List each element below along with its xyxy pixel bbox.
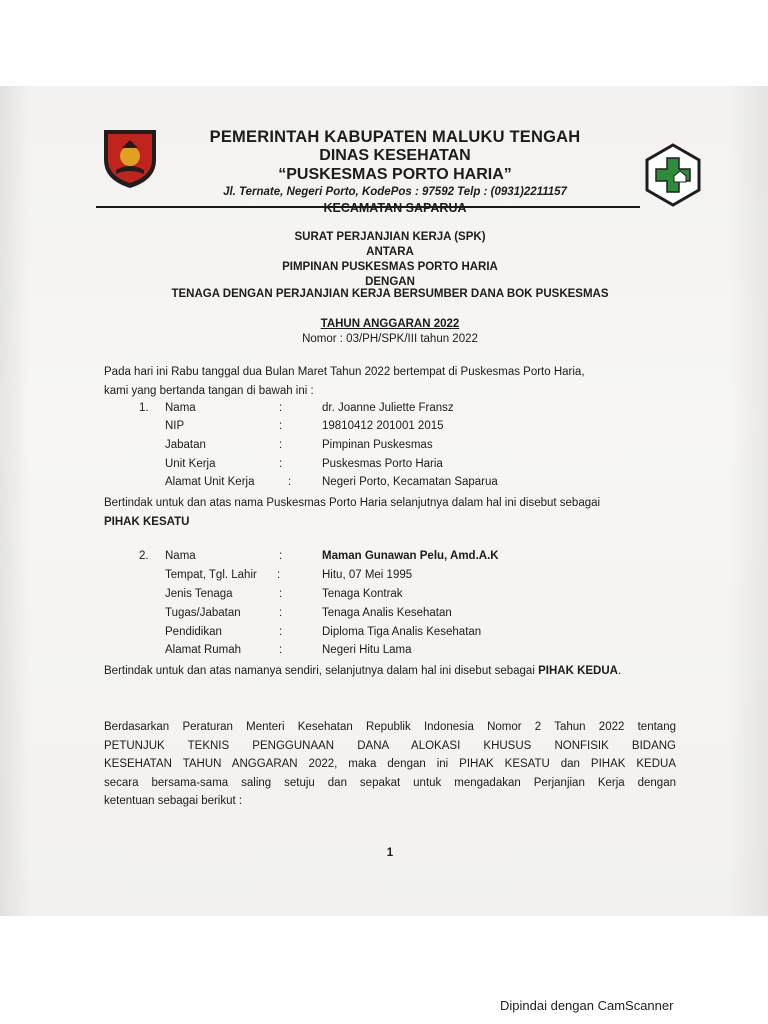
party2-number: 2. [139, 550, 149, 562]
party2-row-education [0, 626, 768, 644]
basis-line-3: KESEHATAN TAHUN ANGGARAN 2022, maka dengan ini PIHAK KESATU dan PIHAK KEDUA [104, 758, 676, 770]
field-label: Nama [165, 402, 196, 414]
title-line-4: DENGAN [365, 276, 415, 288]
party2-designation-part1: PIHAK [538, 665, 574, 677]
intro-line-1: Pada hari ini Rabu tanggal dua Bulan Maret Tahun 2022 bertempat di Puskesmas Porto Haria, [104, 366, 585, 378]
letterhead-address: Jl. Ternate, Negeri Porto, KodePos : 97592 Telp : (0931)2211157 [223, 186, 567, 198]
title-line-5: TENAGA DENGAN PERJANJIAN KERJA BERSUMBER DANA BOK PUSKESMAS [171, 288, 609, 300]
field-colon: : [279, 607, 283, 619]
party2-row-name [0, 550, 768, 568]
basis-line-5: ketentuan sebagai berikut : [104, 795, 243, 807]
field-value: Puskesmas Porto Haria [322, 458, 443, 470]
party1-designation: PIHAK KESATU [104, 515, 190, 528]
party1-number: 1. [139, 402, 149, 414]
party1-row-nip [0, 420, 768, 438]
field-label: Tempat, Tgl. Lahir [165, 569, 257, 581]
title-line-1: SURAT PERJANJIAN KERJA (SPK) [294, 231, 486, 243]
basis-line-1: Berdasarkan Peraturan Menteri Kesehatan Republik Indonesia Nomor 2 Tahun 2022 tentang [104, 721, 676, 733]
party2-closing-end: . [617, 665, 622, 677]
party2-closing-text: Bertindak untuk dan atas namanya sendiri, selanjutnya dalam hal ini disebut sebagai [104, 665, 539, 677]
health-cross-icon [640, 142, 706, 208]
scan-margin-top [0, 0, 768, 86]
field-value: 19810412 201001 2015 [322, 420, 444, 432]
intro-line-2: kami yang bertanda tangan di bawah ini : [104, 384, 314, 397]
scanner-watermark: Dipindai dengan CamScanner [500, 998, 674, 1013]
field-colon: : [279, 402, 283, 414]
field-label: Tugas/Jabatan [165, 607, 241, 619]
letterhead-rule [96, 206, 640, 208]
party2-closing [104, 662, 676, 681]
party1-row-position [0, 439, 768, 457]
party1-row-unit-address [0, 476, 768, 494]
party2-row-birth [0, 569, 768, 587]
intro-paragraph [104, 363, 676, 400]
field-colon: : [279, 626, 283, 638]
field-colon: : [279, 550, 283, 562]
field-label: Jabatan [165, 439, 206, 451]
field-colon: : [279, 439, 283, 451]
letterhead [160, 128, 630, 216]
field-value: Maman Gunawan Pelu, Amd.A.K [322, 550, 499, 562]
field-value: dr. Joanne Juliette Fransz [322, 402, 454, 414]
party1-closing-text: Bertindak untuk dan atas nama Puskesmas Porto Haria selanjutnya dalam hal ini disebut sebagai [104, 497, 601, 509]
letterhead-district: KECAMATAN SAPARUA [323, 201, 467, 215]
title-line-2: ANTARA [366, 246, 414, 258]
page-shadow-left [0, 86, 30, 916]
basis-paragraph [104, 718, 676, 811]
party1-row-unit [0, 458, 768, 476]
field-colon: : [277, 569, 281, 581]
field-colon: : [279, 588, 283, 600]
party1-closing [104, 494, 676, 531]
field-colon: : [279, 420, 283, 432]
letterhead-government: PEMERINTAH KABUPATEN MALUKU TENGAH [209, 128, 581, 146]
field-colon: : [288, 476, 292, 488]
field-value: Diploma Tiga Analis Kesehatan [322, 626, 482, 638]
party2-row-duty [0, 607, 768, 625]
field-label: Nama [165, 550, 196, 562]
title-line-3: PIMPINAN PUSKESMAS PORTO HARIA [282, 261, 498, 273]
field-value: Negeri Hitu Lama [322, 644, 412, 656]
field-label: Jenis Tenaga [165, 588, 233, 600]
regional-emblem-icon [100, 126, 160, 190]
party2-row-type [0, 588, 768, 606]
party1-row-name [0, 402, 768, 420]
letterhead-department: DINAS KESEHATAN [319, 147, 471, 164]
page-shadow-right [728, 86, 768, 916]
letterhead-institution: “PUSKESMAS PORTO HARIA” [278, 166, 512, 183]
basis-line-2: PETUNJUK TEKNIS PENGGUNAAN DANA ALOKASI KHUSUS NONFISIK BIDANG [104, 739, 676, 752]
field-value: Pimpinan Puskesmas [322, 439, 433, 451]
field-label: Alamat Unit Kerja [165, 476, 255, 488]
field-label: Pendidikan [165, 626, 222, 638]
fiscal-year-heading: TAHUN ANGGARAN 2022 [320, 318, 460, 330]
field-value: Tenaga Kontrak [322, 588, 403, 600]
document-number: Nomor : 03/PH/SPK/III tahun 2022 [302, 333, 478, 345]
field-colon: : [279, 644, 283, 656]
party2-designation-part2: KEDUA [577, 665, 618, 677]
field-value: Hitu, 07 Mei 1995 [322, 569, 413, 581]
basis-line-4: secara bersama-sama saling setuju dan sepakat untuk mengadakan Perjanjian Kerja dengan [104, 776, 676, 789]
party2-row-address [0, 644, 768, 662]
page-number: 1 [386, 847, 394, 859]
field-colon: : [279, 458, 283, 470]
field-label: Alamat Rumah [165, 644, 242, 656]
field-label: NIP [165, 420, 185, 432]
field-value: Tenaga Analis Kesehatan [322, 607, 452, 619]
field-label: Unit Kerja [165, 458, 216, 470]
field-value: Negeri Porto, Kecamatan Saparua [322, 476, 498, 488]
